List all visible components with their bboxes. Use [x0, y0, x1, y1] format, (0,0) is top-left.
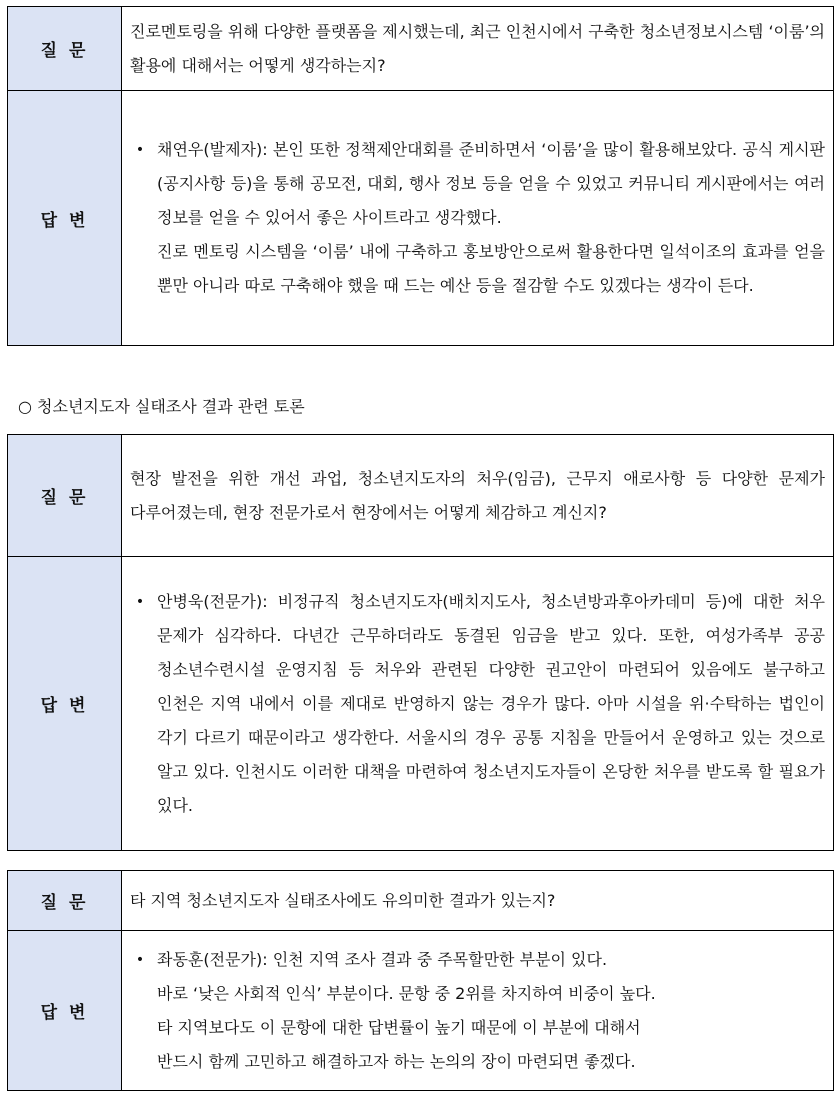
question-text: 진로멘토링을 위해 다양한 플랫폼을 제시했는데, 최근 인천시에서 구축한 청소년정보시스템 ‘이룸’의 활용에 대해서는 어떻게 생각하는지? [122, 7, 834, 91]
answer-paragraph: 좌동훈(전문가): 인천 지역 조사 결과 중 주목할만한 부분이 있다. [157, 949, 608, 969]
bullet-icon: • [135, 593, 145, 610]
answer-paragraph: 반드시 함께 고민하고 해결하고자 하는 논의의 장이 마련되면 좋겠다. [157, 1051, 636, 1071]
answer-bullet-block [130, 133, 825, 303]
answer-cell [122, 931, 834, 1091]
section-heading: ○ 청소년지도자 실태조사 결과 관련 토론 [18, 397, 305, 416]
answer-paragraph: 진로 멘토링 시스템을 ‘이룸’ 내에 구축하고 홍보방안으로써 활용한다면 일석이조의 효과를 얻을 뿐만 아니라 따로 구축해야 했을 때 드는 예산 등을 절감할 수도 있겠다는 생각이 든다. [157, 242, 825, 295]
qa-table-2 [7, 434, 834, 851]
question-label: 질 문 [8, 435, 122, 557]
answer-label: 답 변 [8, 91, 122, 346]
question-text: 타 지역 청소년지도자 실태조사에도 유의미한 결과가 있는지? [122, 871, 834, 931]
question-label: 질 문 [8, 7, 122, 91]
answer-bullet-block [130, 943, 825, 1079]
answer-paragraph: 바로 ‘낮은 사회적 인식’ 부분이다. 문항 중 2위를 차지하여 비중이 높다. [157, 983, 656, 1003]
bullet-icon: • [135, 142, 145, 158]
answer-bullet-block [130, 585, 825, 823]
answer-label: 답 변 [8, 557, 122, 851]
answer-cell [122, 557, 834, 851]
question-label: 질 문 [8, 871, 122, 931]
answer-paragraph: 안병욱(전문가): 비정규직 청소년지도자(배치지도사, 청소년방과후아카데미 등)에 대한 처우 문제가 심각하다. 다년간 근무하더라도 동결된 임금을 받고 있다. 또한, 여성가족부 공공 청소년수련시설 운영지침 등 처우와 관련된 다양한 권고안이 마련되어 있음에도 불구하고 인천은 지역 내에서 이를 제대로 반영하지 않는 경우가 많다. 아마 시설을 위·수탁하는 법인이 각기 다르기 때문이라고 생각한다. 서울시의 경우 공통 지침을 만들어서 운영하고 있는 것으로 알고 있다. 인천시도 이러한 대책을 마련하여 청소년지도자들이 온당한 처우를 받도록 할 필요가 있다. [157, 591, 825, 815]
answer-label: 답 변 [8, 931, 122, 1091]
answer-paragraph: 채연우(발제자): 본인 또한 정책제안대회를 준비하면서 ‘이룸’을 많이 활용해보았다. 공식 게시판(공지사항 등)을 통해 공모전, 대회, 행사 정보 등을 얻을 수 있었고 커뮤니티 게시판에서는 여러 정보를 얻을 수 있어서 좋은 사이트라고 생각했다. [157, 140, 825, 227]
qa-table-3 [7, 870, 834, 1091]
question-text: 현장 발전을 위한 개선 과업, 청소년지도자의 처우(임금), 근무지 애로사항 등 다양한 문제가 다루어졌는데, 현장 전문가로서 현장에서는 어떻게 체감하고 계신지? [122, 435, 834, 557]
bullet-icon: • [135, 951, 145, 968]
answer-cell [122, 91, 834, 346]
answer-paragraph: 타 지역보다도 이 문항에 대한 답변률이 높기 때문에 이 부분에 대해서 [157, 1017, 641, 1037]
qa-table-1 [7, 6, 834, 346]
